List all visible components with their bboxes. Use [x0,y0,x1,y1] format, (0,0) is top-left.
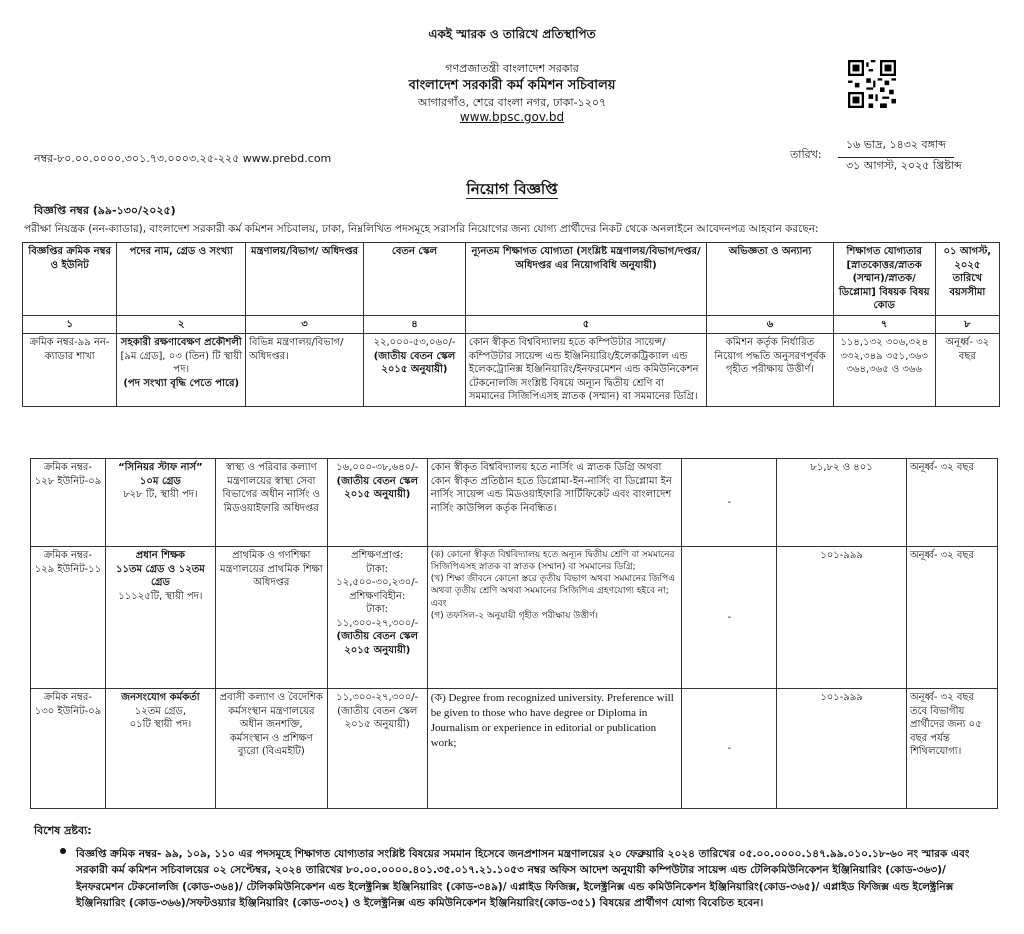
replacement-notice: একই স্মারক ও তারিখে প্রতিস্থাপিত [428,27,596,41]
qr-code-icon [848,60,896,108]
table-header-row [23,243,1000,316]
bullet-icon [60,848,66,854]
scale-note: (জাতীয় বেতন স্কেল ২০১৫ অনুযায়ী) [373,350,456,375]
column-number-row [23,315,1000,334]
commission-name: বাংলাদেশ সরকারী কর্ম কমিশন সচিবালয় [408,78,616,93]
serial-cell: ক্রমিক নম্বর- ১২৮ ইউনিট-০৯ [31,459,106,547]
ministry-cell: স্বাস্থ্য ও পরিবার কল্যাণ মন্ত্রণালয়ের স্বাস্থ্য সেবা বিভাগের অধীন নার্সিং ও মিডওয়াইফারি অধিদপ্তর [215,459,327,547]
subject-code-cell: ১১৪,১৩২ ৩০৬,৩২৪ ৩৩২,৩৪৯ ৩৫১,৩৬৩ ৩৬৪,৩৬৫ ও ৩৬৬ [833,334,935,407]
post-name: “সিনিয়র স্টাফ নার্স” [118,462,203,473]
header-cell: পদের নাম, গ্রেড ও সংখ্যা [117,243,246,316]
education-item: (গ) তফসিল-২ অনুযায়ী গৃহীত পরীক্ষায় উত্তীর্ণ। [430,610,598,621]
scale-cell [327,459,427,547]
column-number: ৭ [833,315,935,334]
post-count: ১১১২৫টি, স্থায়ী পদ। [118,590,203,602]
experience-cell: - [682,689,777,809]
scale-note: (জাতীয় বেতন স্কেল ২০১৫ অনুযায়ী) [337,705,418,730]
header-cell: বিজ্ঞপ্তির ক্রমিক নম্বর ও ইউনিট [23,243,117,316]
table-row [31,547,998,689]
special-note-text: বিজ্ঞপ্তি ক্রমিক নম্বর- ৯৯, ১০৯, ১১০ এর পদসমূহে শিক্ষাগত যোগ্যতার সংশ্লিষ্ট বিষয়ের সমমান হিসেবে জনপ্রশাসন মন্ত্রণালয়ের ২০ ফেব্রুয়ারি ২০২৪ তারিখের ০৫.০০.০০০০.১৪৭.৯৯.০১০.১৮-৬০ নং স্মারক এবং সরকারী কর্ম কমিশন সচিবালয়ের ০২ সেপ্টেম্বর, ২০২৪ তারিখের ৮০.০০.০০০০.৪০১.৩৫.০১৭.২১.১০৫৩ নম্বর অফিস আদেশ অনুযায়ী কম্পিউটার সায়েন্স এন্ড টেলিকমিউনিকেশন ইঞ্জিনিয়ারিং (কোড-৩৬৩)/ ইনফরমেশন টেকনোলজি (কোড-৩৬৪)/ টেলিকমিউনিকেশন এন্ড ইলেক্ট্রনিক্স ইঞ্জিনিয়ারিং (কোড-৩৪৯)/ এপ্লাইড ফিজিক্স, ইলেক্ট্রনিক্স এন্ড কমিউনিকেশন ইঞ্জিনিয়ারিং(কোড-৩৬৫)/ এপ্লাইড ফিজিক্স এন্ড ইলেক্ট্রনিক্স ইঞ্জিনিয়ারিং (কোড-৩৬৬)/সফটওয়্যার ইঞ্জিনিয়ারিং (কোড-৩৩২) ও ইলেক্ট্রনিক্স এন্ড কমিউনিকেশন ইঞ্জিনিয়ারিং(কোড-৩৫১) বিষয়ের প্রার্থীগণ যোগ্য বিবেচিত হবেন। [76,848,970,909]
subject-code-cell: ১০১-৯৯৯ [777,547,907,689]
age-limit-cell: অনূর্ধ্ব- ৩২ বছর [907,547,998,689]
column-number: ৫ [465,315,706,334]
recruitment-table-bottom [30,458,998,809]
experience-cell: - [682,547,777,689]
header-cell: অভিজ্ঞতা ও অন্যান্য [707,243,834,316]
post-note: (পদ সংখ্যা বৃদ্ধি পেতে পারে) [123,377,240,389]
column-number: ৪ [364,315,466,334]
table-row [31,689,998,809]
commission-address: আগারগাঁও, শেরে বাংলা নগর, ঢাকা-১২০৭ [417,96,607,109]
ministry-cell: প্রাথমিক ও গণশিক্ষা মন্ত্রণালয়ের প্রাথমিক শিক্ষা অধিদপ্তর [215,547,327,689]
header-cell: মন্ত্রণালয়/বিভাগ/ অধিদপ্তর [246,243,364,316]
post-name: জনসংযোগ কর্মকর্তা [121,692,200,703]
post-name: সহকারী রক্ষণাবেক্ষণ প্রকৌশলী [120,337,242,348]
post-detail: [৯ম গ্রেড], ০৩ (তিন) টি স্থায়ী পদ। [120,350,242,375]
subject-code-cell: ৮১,৮২ ও ৪০১ [777,459,907,547]
experience-cell: কমিশন কর্তৃক নির্ধারিত নিয়োগ পদ্ধতি অনুসরণপূর্বক গৃহীত পরীক্ষায় উত্তীর্ণ। [707,334,834,407]
post-cell [105,547,215,689]
scale-cell [327,689,427,809]
government-name: গণপ্রজাতন্ত্রী বাংলাদেশ সরকার [445,62,579,75]
serial-cell: ক্রমিক নম্বর- ১৩০ ইউনিট-০৯ [31,689,106,809]
post-name: প্রধান শিক্ষক [135,550,186,561]
post-cell [105,459,215,547]
post-grade: ১০ম গ্রেড [139,475,181,487]
column-number: ৩ [246,315,364,334]
table-row [31,459,998,547]
subject-code-cell: ১০১-৯৯৯ [777,689,907,809]
post-cell [105,689,215,809]
page-title [0,178,1024,203]
header-cell: ০১ আগস্ট, ২০২৫ তারিখে বয়সসীমা [935,243,999,316]
education-item: কোন স্বীকৃত বিশ্ববিদ্যালয় হতে নার্সিং এ স্নাতক ডিগ্রি অথবা কোন স্বীকৃত প্রতিষ্ঠান হতে ডিপ্লোমা-ইন-নার্সিং বা ডিপ্লোমা ইন নার্সিং সায়েন্স এন্ড মিডওয়াইফারি সার্টিফিকেট এবং বাংলাদেশ নার্সিং কাউন্সিল কর্তৃক নিবন্ধিত। [430,462,672,514]
age-limit-cell: অনূর্ধ্ব- ৩২ বছর [907,459,998,547]
date-english: ৩১ আগস্ট, ২০২৫ খ্রিষ্টাব্দ [846,159,962,172]
column-number: ৬ [707,315,834,334]
post-cell [117,334,246,407]
header-cell: ন্যূনতম শিক্ষাগত যোগ্যতা (সংশ্লিষ্ট মন্ত্রণালয়/বিভাগ/দপ্তর/ অধিদপ্তর এর নিয়োগবিধি অনুযায়ী) [465,243,706,316]
education-cell [427,689,682,809]
header-cell: শিক্ষাগত যোগ্যতার [স্নাতকোত্তর/স্নাতক (সম্মান)/স্নাতক/ ডিপ্লোমা] বিষয়ক বিষয় কোড [833,243,935,316]
memo-number: নম্বর-৮০.০০.০০০০.৩০১.৭৩.০০০৩.২৫-২২৫ www.prebd.com [34,152,332,165]
education-cell [427,547,682,689]
scale-value: ১১,৩০০-২৭,৩০০/- [336,692,419,703]
ministry-cell: বিভিন্ন মন্ত্রণালয়/বিভাগ/ অধিদপ্তর। [246,334,364,407]
education-item: (খ) শিক্ষা জীবনে কোনো স্তরে তৃতীয় বিভাগ অথবা সমমানের জিপিএ অথবা তৃতীয় শ্রেণি অথবা সমমানের সিজিপিএ গ্রহণযোগ্য হইবে না; এবং [430,574,676,609]
serial-cell: ক্রমিক নম্বর-৯৯ নন-ক্যাডার শাখা [23,334,117,407]
post-count: ০১টি স্থায়ী পদ। [129,719,192,730]
education-item: (ক) Degree from recognized university. Preference will be given to those who have degree or Diploma in Journalism or experience in editorial or publication work; [430,692,674,749]
scale-value: ১৬,০০০-৩৮,৬৪০/- [336,462,419,473]
intro-paragraph: পরীক্ষা নিয়ন্ত্রক (নন-ক্যাডার), বাংলাদেশ সরকারী কর্ম কমিশন সচিবালয়, ঢাকা, নিম্নলিখিত পদসমূহে সরাসরি নিয়োগের জন্য যোগ্য প্রার্থীদের নিকট থেকে অনলাইনে আবেদনপত্র আহবান করছেন: [24,223,819,235]
scale-cell [364,334,466,407]
post-grade: ১১তম গ্রেড ও ১২তম গ্রেড [116,563,205,588]
date-bangla: ১৬ ভাদ্র, ১৪৩২ বঙ্গাব্দ [838,136,954,158]
date-label: তারিখ: [790,148,822,161]
page-title-text: নিয়োগ বিজ্ঞপ্তি [466,180,558,198]
age-limit-cell: অনূর্ধ্ব- ৩২ বছর [935,334,999,407]
table-row [23,334,1000,407]
scale-line: প্রশিক্ষণবিহীন: [349,590,406,602]
scale-line: টাকা: ১২,৫০০-৩০,২৩০/- [336,563,419,588]
scale-cell [327,547,427,689]
website-link[interactable]: www.bpsc.gov.bd [459,110,565,124]
education-cell: কোন স্বীকৃত বিশ্ববিদ্যালয় হতে কম্পিউটার সায়েন্স/ কম্পিউটার সায়েন্স এন্ড ইঞ্জিনিয়ারিং/ইলেকট্রিক্যাল এন্ড ইলেকট্রোনিক্স ইঞ্জিনিয়ারিং/ইনফরমেশন এন্ড কমিউনিকেশন টেকনোলজি সংশ্লিষ্ট বিষয়ে অন্যূন দ্বিতীয় শ্রেণি বা সমমানের সিজিপিএসহ স্নাতক (সম্মান) বা সমমানের ডিগ্রি। [465,334,706,407]
scale-line: প্রশিক্ষণপ্রাপ্ত: [351,550,404,561]
scale-line: টাকা: ১১,৩০০-২৭,৩০০/- [336,604,419,629]
column-number: ১ [23,315,117,334]
scale-value: ২২,০০০-৫৩,০৬০/- [373,337,456,348]
serial-cell: ক্রমিক নম্বর- ১২৯ ইউনিট-১১ [31,547,106,689]
education-item: (ক) কোনো স্বীকৃত বিশ্ববিদ্যালয় হতে অন্যূন দ্বিতীয় শ্রেণি বা সমমানের সিজিপিএসহ স্নাতক বা স্নাতক (সম্মান) বা সমমানের ডিগ্রি; [430,550,675,573]
column-number: ২ [117,315,246,334]
scale-note: (জাতীয় বেতন স্কেল ২০১৫ অনুযায়ী) [336,475,418,500]
scale-note: (জাতীয় বেতন স্কেল ২০১৫ অনুযায়ী) [336,631,418,656]
circular-number: বিজ্ঞপ্তি নম্বর (৯৯-১৩০/২০২৫) [34,204,176,217]
special-note-title: বিশেষ দ্রষ্টব্য: [34,824,92,837]
age-limit-cell: অনূর্ধ্ব- ৩২ বছর তবে বিভাগীয় প্রার্থীদের জন্য ০৫ বছর পর্যন্ত শিথিলযোগ্য। [907,689,998,809]
post-count: ৮২৮ টি, স্থায়ী পদ। [123,489,198,500]
education-cell [427,459,682,547]
post-grade: ১২তম গ্রেড, [134,705,187,717]
recruitment-table-top [22,242,1000,407]
experience-cell: - [682,459,777,547]
column-number: ৮ [935,315,999,334]
header-cell: বেতন স্কেল [364,243,466,316]
ministry-cell: প্রবাসী কল্যাণ ও বৈদেশিক কর্মসংস্থান মন্ত্রণালয়ের অধীন জনশক্তি, কর্মসংস্থান ও প্রশিক্ষণ ব্যুরো (বিএমইটি) [215,689,327,809]
